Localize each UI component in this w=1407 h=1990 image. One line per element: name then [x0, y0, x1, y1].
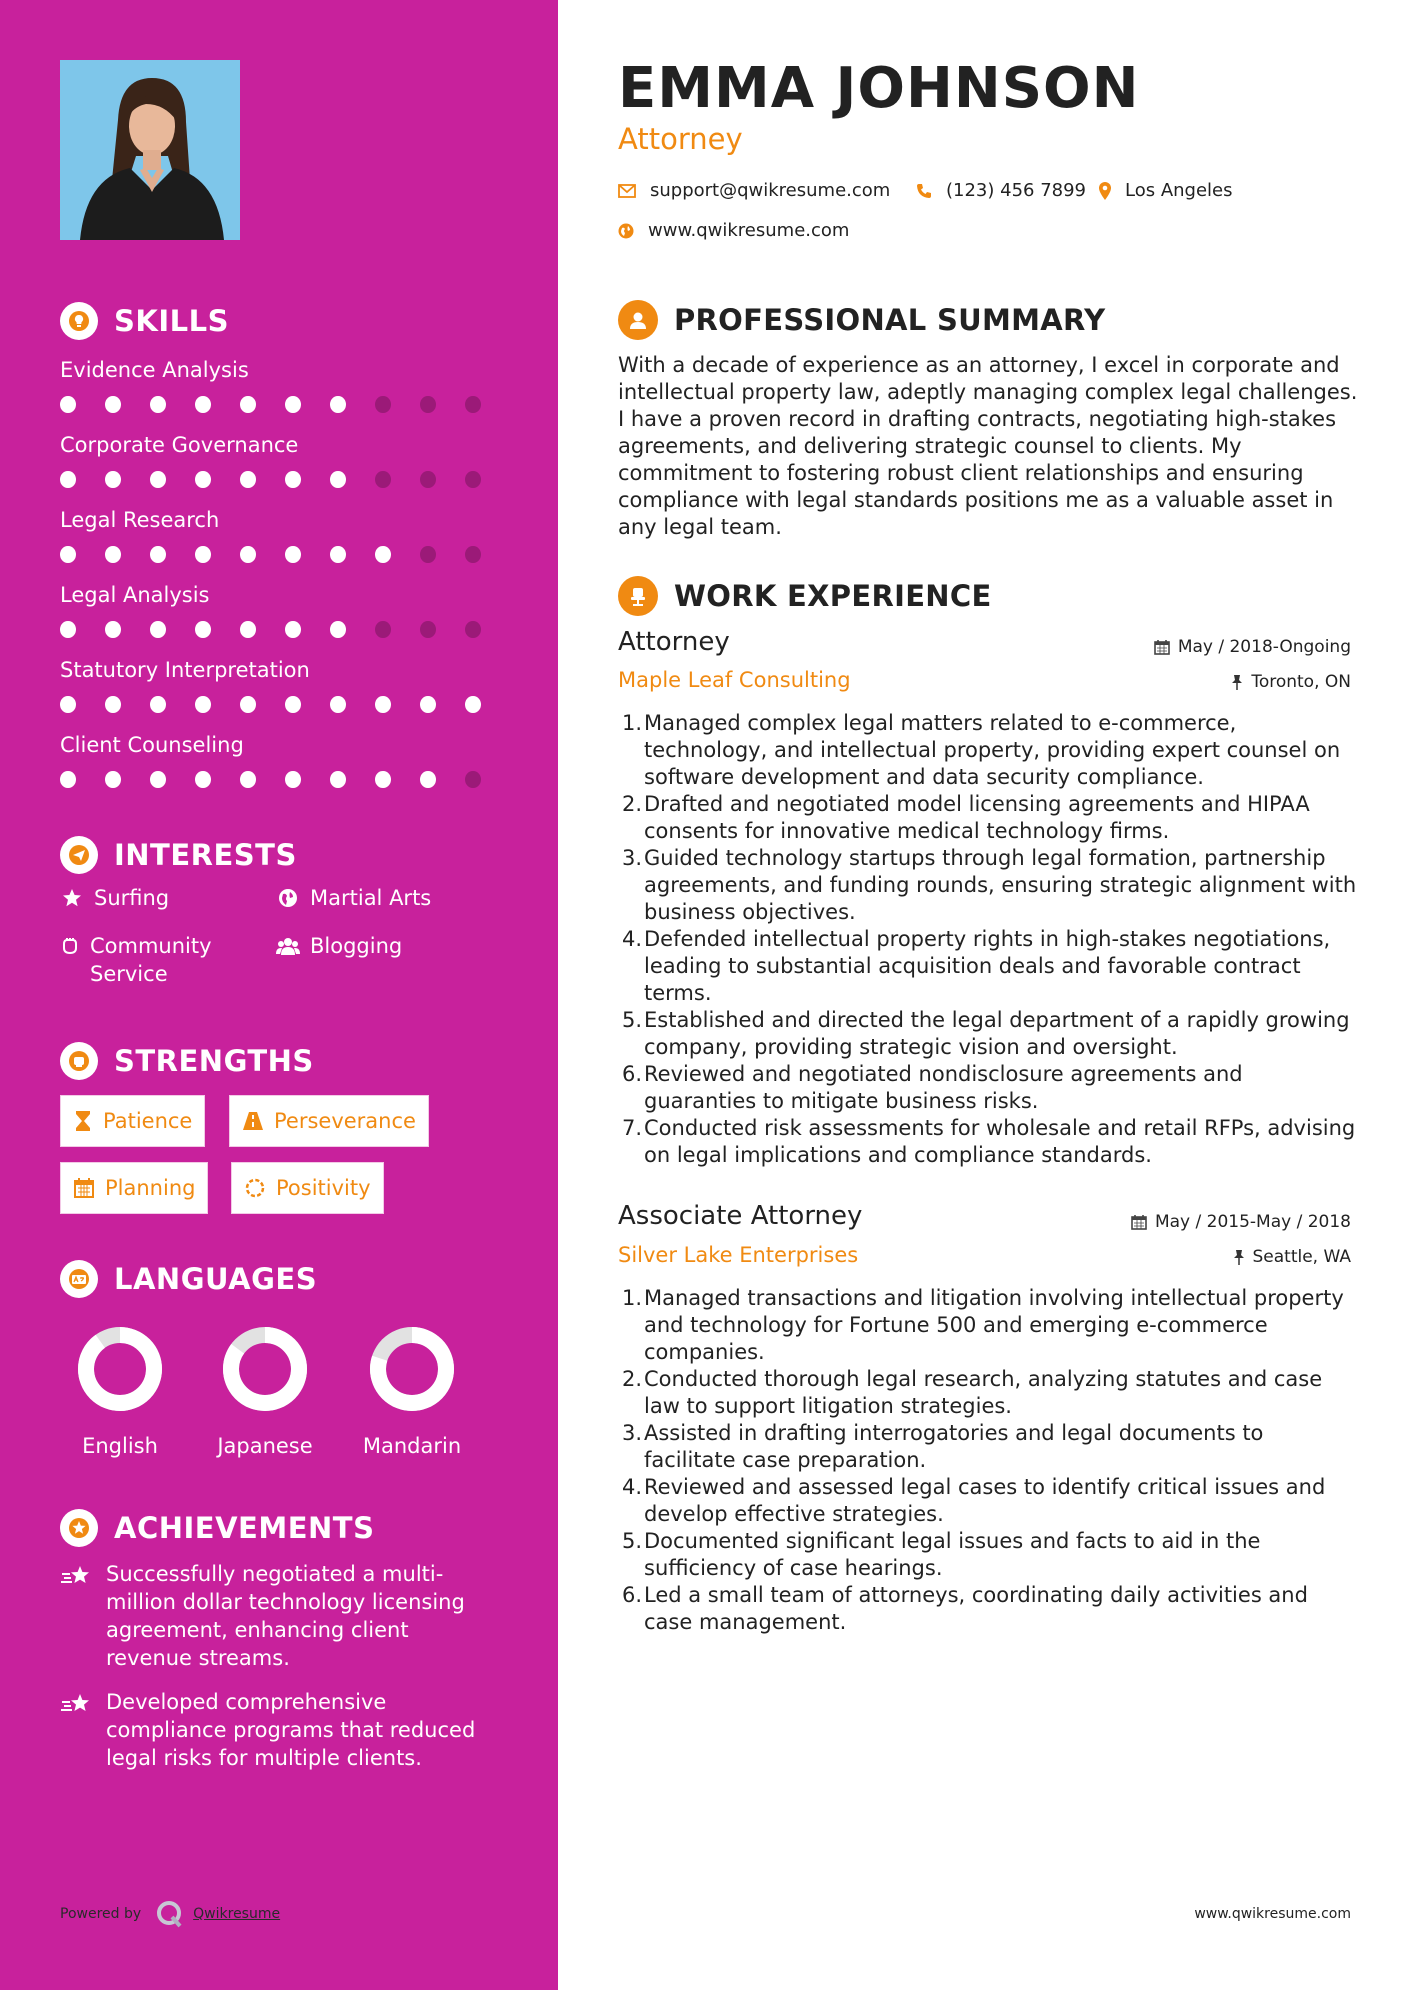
- skill-dot: [240, 546, 256, 563]
- duty-number: 6.: [622, 1062, 643, 1086]
- skill-dot: [195, 396, 211, 413]
- powered-by: Powered by Qwikresume: [60, 1900, 280, 1928]
- duty-item: [618, 926, 1358, 1007]
- skill-rating: [60, 771, 510, 788]
- duty-text: Led a small team of attorneys, coordinating daily activities and case management.: [644, 1583, 1308, 1634]
- skill-item: [60, 658, 510, 713]
- user-icon: [618, 300, 658, 340]
- skill-dot: [150, 771, 166, 788]
- skill-dot: [375, 621, 391, 638]
- duty-text: Managed transactions and litigation involving intellectual property and technology for Fortune 500 and emerging e-commerce companies.: [644, 1286, 1344, 1364]
- duty-text: Managed complex legal matters related to e-commerce, technology, and intellectual property, providing expert counsel on software development and data security compliance.: [644, 711, 1341, 789]
- interest-item: Martial Arts: [276, 884, 431, 912]
- language-ring: [222, 1326, 308, 1412]
- skill-dot: [195, 771, 211, 788]
- skill-dot: [195, 621, 211, 638]
- calendar-icon: [1154, 639, 1170, 655]
- section-title: INTERESTS: [114, 838, 297, 872]
- languages-header: [60, 1260, 317, 1298]
- duty-text: Established and directed the legal department of a rapidly growing company, providing strategic vision and oversight.: [644, 1008, 1350, 1059]
- skill-dot: [105, 696, 121, 713]
- section-title: SKILLS: [114, 304, 229, 338]
- duty-item: [618, 1474, 1358, 1528]
- profile-photo: [60, 60, 240, 240]
- duty-number: 3.: [622, 1421, 643, 1445]
- section-title: ACHIEVEMENTS: [114, 1511, 375, 1545]
- skill-dot: [330, 546, 346, 563]
- skill-name: Corporate Governance: [60, 433, 299, 457]
- skill-dot: [465, 771, 481, 788]
- skill-dot: [150, 471, 166, 488]
- skill-dot: [465, 621, 481, 638]
- qwikresume-link[interactable]: Qwikresume: [193, 1906, 281, 1922]
- office-chair-icon: [618, 576, 658, 616]
- achievement-item: Successfully negotiated a multi-million dollar technology licensing agreement, enhancing client revenue streams.: [60, 1560, 500, 1672]
- job-location: Seattle, WA: [1233, 1247, 1352, 1267]
- road-icon: [242, 1111, 264, 1131]
- award-star-icon: [60, 1509, 98, 1547]
- skill-dot: [105, 621, 121, 638]
- achievements-header: [60, 1509, 374, 1547]
- candidate-role: Attorney: [618, 122, 743, 156]
- duty-number: 1.: [622, 711, 643, 735]
- section-title: WORK EXPERIENCE: [674, 579, 992, 613]
- skill-name: Client Counseling: [60, 733, 244, 757]
- duty-item: [618, 1115, 1358, 1169]
- pushpin-icon: [1233, 1249, 1245, 1265]
- skill-name: Legal Analysis: [60, 583, 210, 607]
- calendar-icon: [1131, 1214, 1147, 1230]
- duty-number: 3.: [622, 846, 643, 870]
- skill-dot: [195, 546, 211, 563]
- skill-dot: [375, 396, 391, 413]
- duty-item: [618, 710, 1358, 791]
- star-icon: [60, 884, 84, 908]
- duty-item: [618, 1061, 1358, 1115]
- job-dates: May / 2015-May / 2018: [1131, 1212, 1351, 1232]
- lightbulb-icon: [60, 302, 98, 340]
- section-title: STRENGTHS: [114, 1044, 314, 1078]
- skill-dot: [375, 471, 391, 488]
- skill-dot: [240, 471, 256, 488]
- section-title: PROFESSIONAL SUMMARY: [674, 303, 1106, 337]
- skill-dot: [285, 471, 301, 488]
- phone-icon: [916, 183, 932, 199]
- duty-number: 6.: [622, 1583, 643, 1607]
- skill-dot: [60, 696, 76, 713]
- paper-plane-icon: [60, 836, 98, 874]
- duty-item: [618, 845, 1358, 926]
- skill-name: Evidence Analysis: [60, 358, 249, 382]
- interest-item: Community Service: [60, 932, 260, 988]
- language-item: Japanese: [205, 1326, 325, 1458]
- skill-dot: [285, 396, 301, 413]
- contact-location: Los Angeles: [1099, 180, 1233, 201]
- duty-number: 5.: [622, 1008, 643, 1032]
- skill-rating: [60, 546, 510, 563]
- skill-dot: [420, 471, 436, 488]
- job-location: Toronto, ON: [1231, 672, 1351, 692]
- skill-name: Statutory Interpretation: [60, 658, 310, 682]
- duty-number: 7.: [622, 1116, 643, 1140]
- skill-dot: [60, 546, 76, 563]
- skill-dot: [465, 546, 481, 563]
- skill-dot: [420, 621, 436, 638]
- users-icon: [276, 932, 300, 956]
- skill-dot: [195, 471, 211, 488]
- skill-dot: [60, 621, 76, 638]
- skill-dot: [375, 771, 391, 788]
- duty-item: [618, 1285, 1358, 1366]
- strength-badge: Positivity: [231, 1162, 384, 1214]
- duty-item: [618, 1420, 1358, 1474]
- qwikresume-logo-icon: [155, 1900, 183, 1928]
- skill-rating: [60, 471, 510, 488]
- duty-text: Guided technology startups through legal formation, partnership agreements, and funding rounds, ensuring strategic alignment with business objectives.: [644, 846, 1357, 924]
- duty-number: 5.: [622, 1529, 643, 1553]
- language-ring: [77, 1326, 163, 1412]
- interest-item: Blogging: [276, 932, 402, 960]
- skill-dot: [105, 396, 121, 413]
- footer-url: www.qwikresume.com: [1194, 1906, 1351, 1922]
- achievement-item: Developed comprehensive compliance programs that reduced legal risks for multiple clients.: [60, 1688, 500, 1772]
- skill-dot: [240, 396, 256, 413]
- job-company: Maple Leaf Consulting: [618, 668, 851, 692]
- duty-number: 4.: [622, 1475, 643, 1499]
- skill-dot: [195, 696, 211, 713]
- circle-notch-icon: [244, 1177, 266, 1199]
- ring-fill: [86, 1335, 154, 1403]
- skill-dot: [465, 696, 481, 713]
- fist-icon: [60, 1042, 98, 1080]
- duty-item: [618, 791, 1358, 845]
- skill-dot: [285, 696, 301, 713]
- language-item: Mandarin: [352, 1326, 472, 1458]
- globe-icon: [276, 884, 300, 908]
- skill-dot: [150, 696, 166, 713]
- skill-dot: [285, 546, 301, 563]
- duty-number: 4.: [622, 927, 643, 951]
- candidate-name: EMMA JOHNSON: [618, 56, 1140, 121]
- duty-text: Defended intellectual property rights in high-stakes negotiations, leading to substantial acquisition deals and favorable contract terms.: [644, 927, 1331, 1005]
- skill-dot: [60, 771, 76, 788]
- contact-email: support@qwikresume.com: [618, 180, 890, 201]
- skill-dot: [150, 621, 166, 638]
- experience-header: [618, 576, 992, 616]
- contact-phone: (123) 456 7899: [916, 180, 1086, 201]
- skill-dot: [330, 621, 346, 638]
- skill-dot: [330, 696, 346, 713]
- strength-badge: Perseverance: [229, 1095, 429, 1147]
- duty-item: [618, 1528, 1358, 1582]
- language-ring: [369, 1326, 455, 1412]
- skill-dot: [465, 471, 481, 488]
- skill-dot: [375, 546, 391, 563]
- duty-text: Conducted risk assessments for wholesale and retail RFPs, advising on legal implications and compliance standards.: [644, 1116, 1356, 1167]
- language-icon: [60, 1260, 98, 1298]
- strengths-header: [60, 1042, 314, 1080]
- skill-dot: [420, 546, 436, 563]
- skill-item: [60, 433, 510, 488]
- duty-text: Assisted in drafting interrogatories and legal documents to facilitate case preparation.: [644, 1421, 1264, 1472]
- skill-item: [60, 733, 510, 788]
- skill-dot: [240, 696, 256, 713]
- map-pin-icon: [1099, 182, 1111, 200]
- shooting-star-icon: [60, 1560, 96, 1672]
- skill-dot: [420, 396, 436, 413]
- skill-dot: [330, 471, 346, 488]
- envelope-icon: [618, 184, 636, 198]
- duty-number: 2.: [622, 1367, 643, 1391]
- skill-name: Legal Research: [60, 508, 220, 532]
- interest-item: Surfing: [60, 884, 169, 912]
- language-item: English: [60, 1326, 180, 1458]
- duty-text: Conducted thorough legal research, analyzing statutes and case law to support litigation strategies.: [644, 1367, 1323, 1418]
- summary-header: [618, 300, 1105, 340]
- section-title: LANGUAGES: [114, 1262, 318, 1296]
- job-title: Attorney: [618, 627, 730, 657]
- skill-dot: [150, 546, 166, 563]
- skill-dot: [60, 396, 76, 413]
- skill-rating: [60, 621, 510, 638]
- skill-dot: [240, 621, 256, 638]
- skill-dot: [330, 396, 346, 413]
- skill-item: [60, 508, 510, 563]
- strength-badge: Patience: [60, 1095, 205, 1147]
- skill-dot: [285, 621, 301, 638]
- duty-text: Reviewed and negotiated nondisclosure agreements and guaranties to mitigate business risks.: [644, 1062, 1243, 1113]
- skill-dot: [105, 546, 121, 563]
- contact-website: www.qwikresume.com: [618, 220, 849, 241]
- skill-dot: [240, 771, 256, 788]
- skills-header: [60, 302, 229, 340]
- skill-dot: [105, 771, 121, 788]
- skill-item: [60, 358, 510, 413]
- skill-item: [60, 583, 510, 638]
- hourglass-icon: [73, 1110, 93, 1132]
- interests-header: [60, 836, 297, 874]
- summary-text: With a decade of experience as an attorney, I excel in corporate and intellectual property law, adeptly managing complex legal challenges. I have a proven record in drafting contracts, negotiating high-stakes agreements, and delivering strategic counsel to clients. My commitment to fostering robust client relationships and ensuring compliance with legal standards positions me as a valuable asset in any legal team.: [618, 353, 1358, 539]
- job-dates: May / 2018-Ongoing: [1154, 637, 1351, 657]
- pushpin-icon: [1231, 674, 1243, 690]
- duty-number: 1.: [622, 1286, 643, 1310]
- sidebar: [0, 0, 558, 1990]
- job-duties: [618, 710, 1358, 1169]
- skill-dot: [285, 771, 301, 788]
- skill-dot: [105, 471, 121, 488]
- job-title: Associate Attorney: [618, 1201, 863, 1231]
- main-content: [558, 0, 1407, 1990]
- duty-item: [618, 1582, 1358, 1636]
- calendar-icon: [73, 1177, 95, 1199]
- job-duties: [618, 1285, 1358, 1636]
- duty-item: [618, 1007, 1358, 1061]
- shooting-star-icon: [60, 1688, 96, 1772]
- skill-dot: [375, 696, 391, 713]
- duty-text: Reviewed and assessed legal cases to identify critical issues and develop effective strategies.: [644, 1475, 1326, 1526]
- duty-number: 2.: [622, 792, 643, 816]
- skill-rating: [60, 396, 510, 413]
- skill-dot: [420, 696, 436, 713]
- skill-dot: [465, 396, 481, 413]
- skill-dot: [420, 771, 436, 788]
- hand-icon: [60, 932, 80, 956]
- globe-icon: [618, 223, 634, 239]
- skill-dot: [60, 471, 76, 488]
- skill-dot: [150, 396, 166, 413]
- duty-text: Documented significant legal issues and facts to aid in the sufficiency of case hearings.: [644, 1529, 1261, 1580]
- skill-rating: [60, 696, 510, 713]
- duty-text: Drafted and negotiated model licensing agreements and HIPAA consents for innovative medical technology firms.: [644, 792, 1310, 843]
- strength-badge: Planning: [60, 1162, 208, 1214]
- skill-dot: [330, 771, 346, 788]
- duty-item: [618, 1366, 1358, 1420]
- job-company: Silver Lake Enterprises: [618, 1243, 859, 1267]
